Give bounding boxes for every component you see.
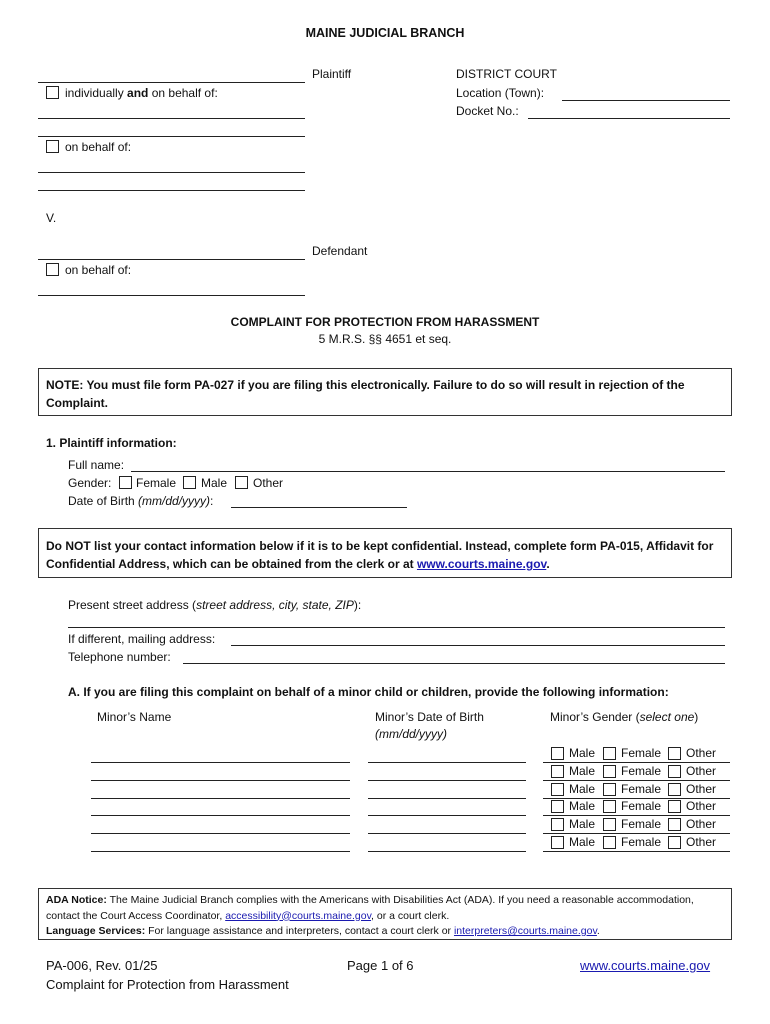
minor-dob-field[interactable] (368, 798, 526, 799)
location-field[interactable] (562, 100, 730, 101)
on-behalf-checkbox-2[interactable] (46, 263, 59, 276)
minor-gender-other-label: Other (686, 763, 717, 778)
minor-gender-female-checkbox[interactable] (603, 765, 616, 778)
minor-gender-header: Minor’s Gender (select one) (550, 710, 699, 724)
gender-female-label: Female (136, 476, 177, 490)
minor-name-field[interactable] (91, 798, 350, 799)
minor-gender-female-label: Female (621, 835, 662, 849)
confidential-text: Do NOT list your contact information below if it is to be kept confidential. Instead, complete form PA-015, Affidavit for Confidential Address, which can be obtained from the clerk or at www.courts.maine.gov. (46, 539, 714, 571)
footer-form-name: Complaint for Protection from Harassment (46, 977, 289, 992)
individually-label: individually and on behalf of: (65, 86, 218, 100)
gender-female-checkbox[interactable] (119, 476, 132, 489)
plaintiff-name-line[interactable] (38, 82, 305, 83)
minor-gender-male-checkbox[interactable] (551, 818, 564, 831)
minor-gender-female-checkbox[interactable] (603, 800, 616, 813)
form-title: COMPLAINT FOR PROTECTION FROM HARASSMENT (230, 315, 540, 329)
dob-label: Date of Birth (mm/dd/yyyy): (68, 494, 214, 508)
minor-gender-female-label: Female (621, 799, 662, 814)
minor-gender-other-checkbox[interactable] (668, 765, 681, 778)
interpreters-email-link[interactable]: interpreters@courts.maine.gov (453, 925, 597, 937)
plaintiff-label: Plaintiff (312, 67, 352, 81)
full-name-field[interactable] (131, 471, 725, 472)
minor-gender-male-label: Male (569, 799, 596, 814)
location-label: Location (Town): (456, 86, 545, 100)
minor-gender-male-label: Male (569, 835, 596, 849)
minor-gender-female-label: Female (621, 781, 662, 796)
minor-dob-header: Minor’s Date of Birth (375, 710, 484, 724)
minor-name-field[interactable] (91, 762, 350, 763)
minor-gender-male-checkbox[interactable] (551, 836, 564, 849)
docket-field[interactable] (528, 118, 730, 119)
minor-gender-other-label: Other (686, 817, 717, 832)
defendant-name-line[interactable] (38, 259, 305, 260)
on-behalf-label-1: on behalf of: (65, 140, 132, 154)
section1-heading: 1. Plaintiff information: (46, 436, 177, 450)
sectionA-heading: A. If you are filing this complaint on behalf of a minor child or children, provide the following information: (68, 685, 669, 699)
full-name-label: Full name: (68, 458, 125, 472)
confidential-box (38, 528, 732, 578)
minor-gender-other-label: Other (686, 746, 717, 760)
minor-gender-other-label: Other (686, 799, 717, 814)
note-box (38, 368, 732, 416)
note-text: NOTE: You must file form PA-027 if you are filing this electronically. Failure to do so will result in rejection of the Complaint. (46, 378, 685, 410)
ada-notice-box (38, 888, 732, 940)
minor-name-field[interactable] (91, 851, 350, 852)
minor-gender-male-label: Male (569, 746, 596, 760)
behalf-line-5[interactable] (38, 295, 305, 296)
minor-dob-field[interactable] (368, 851, 526, 852)
minor-dob-field[interactable] (368, 815, 526, 816)
minor-dob-field[interactable] (368, 762, 526, 763)
minor-gender-male-checkbox[interactable] (551, 747, 564, 760)
minor-name-field[interactable] (91, 815, 350, 816)
mailing-address-label: If different, mailing address: (68, 632, 216, 646)
defendant-label: Defendant (312, 244, 368, 258)
minor-dob-format: (mm/dd/yyyy) (375, 727, 447, 741)
page-header-title: MAINE JUDICIAL BRANCH (305, 26, 465, 40)
court-name: DISTRICT COURT (456, 67, 557, 81)
ada-notice-text: ADA Notice: The Maine Judicial Branch complies with the Americans with Disabilities Act (ADA). If you need a reasonable accommodation, contact the Court Access Coordinator, accessibility@courts.maine.gov, or a court clerk. Language Services: For language assistance and interpreters, contact a court clerk or interpreters@courts.maine.gov. (46, 894, 694, 937)
footer-page-number: Page 1 of 6 (347, 958, 414, 973)
telephone-label: Telephone number: (68, 650, 171, 664)
courts-link[interactable]: www.courts.maine.gov (416, 557, 547, 571)
minor-gender-row-line (543, 851, 730, 852)
behalf-line-4[interactable] (38, 190, 305, 191)
minor-dob-field[interactable] (368, 780, 526, 781)
footer-form-id: PA-006, Rev. 01/25 (46, 958, 158, 973)
minor-name-field[interactable] (91, 833, 350, 834)
street-address-field[interactable] (68, 627, 725, 628)
on-behalf-label-2: on behalf of: (65, 263, 132, 277)
behalf-line-2[interactable] (38, 136, 305, 137)
gender-other-checkbox[interactable] (235, 476, 248, 489)
minor-gender-male-checkbox[interactable] (551, 800, 564, 813)
minor-gender-male-label: Male (569, 781, 596, 796)
telephone-field[interactable] (183, 663, 725, 664)
minor-gender-female-checkbox[interactable] (603, 747, 616, 760)
versus-label: V. (46, 211, 57, 225)
minor-gender-female-label: Female (621, 763, 662, 778)
street-address-label: Present street address (street address, city, state, ZIP): (68, 598, 362, 612)
gender-male-label: Male (201, 476, 228, 490)
dob-field[interactable] (231, 507, 407, 508)
minor-gender-other-label: Other (686, 835, 717, 849)
minor-gender-other-label: Other (686, 781, 717, 796)
individually-checkbox[interactable] (46, 86, 59, 99)
minor-gender-male-label: Male (569, 763, 596, 778)
minor-gender-other-checkbox[interactable] (668, 836, 681, 849)
minor-gender-female-checkbox[interactable] (603, 783, 616, 796)
minor-gender-other-checkbox[interactable] (668, 783, 681, 796)
gender-other-label: Other (253, 476, 284, 490)
on-behalf-checkbox-1[interactable] (46, 140, 59, 153)
minor-gender-other-checkbox[interactable] (668, 747, 681, 760)
accessibility-email-link[interactable]: accessibility@courts.maine.gov (225, 909, 372, 922)
minor-gender-male-checkbox[interactable] (551, 783, 564, 796)
minor-gender-other-checkbox[interactable] (668, 818, 681, 831)
minor-gender-other-checkbox[interactable] (668, 800, 681, 813)
minor-gender-female-label: Female (621, 817, 662, 832)
mailing-address-field[interactable] (231, 645, 725, 646)
behalf-line-1[interactable] (38, 118, 305, 119)
minor-gender-male-checkbox[interactable] (551, 765, 564, 778)
minor-dob-field[interactable] (368, 833, 526, 834)
docket-label: Docket No.: (456, 104, 519, 118)
minor-name-header: Minor’s Name (97, 710, 172, 724)
minor-gender-female-label: Female (621, 746, 662, 760)
gender-male-checkbox[interactable] (183, 476, 196, 489)
minor-gender-female-checkbox[interactable] (603, 818, 616, 831)
statute-citation: 5 M.R.S. §§ 4651 et seq. (318, 332, 452, 346)
minor-name-field[interactable] (91, 780, 350, 781)
footer-url-link[interactable]: www.courts.maine.gov (580, 958, 711, 973)
gender-label: Gender: (68, 476, 112, 490)
behalf-line-3[interactable] (38, 172, 305, 173)
minor-gender-female-checkbox[interactable] (603, 836, 616, 849)
minor-gender-male-label: Male (569, 817, 596, 832)
